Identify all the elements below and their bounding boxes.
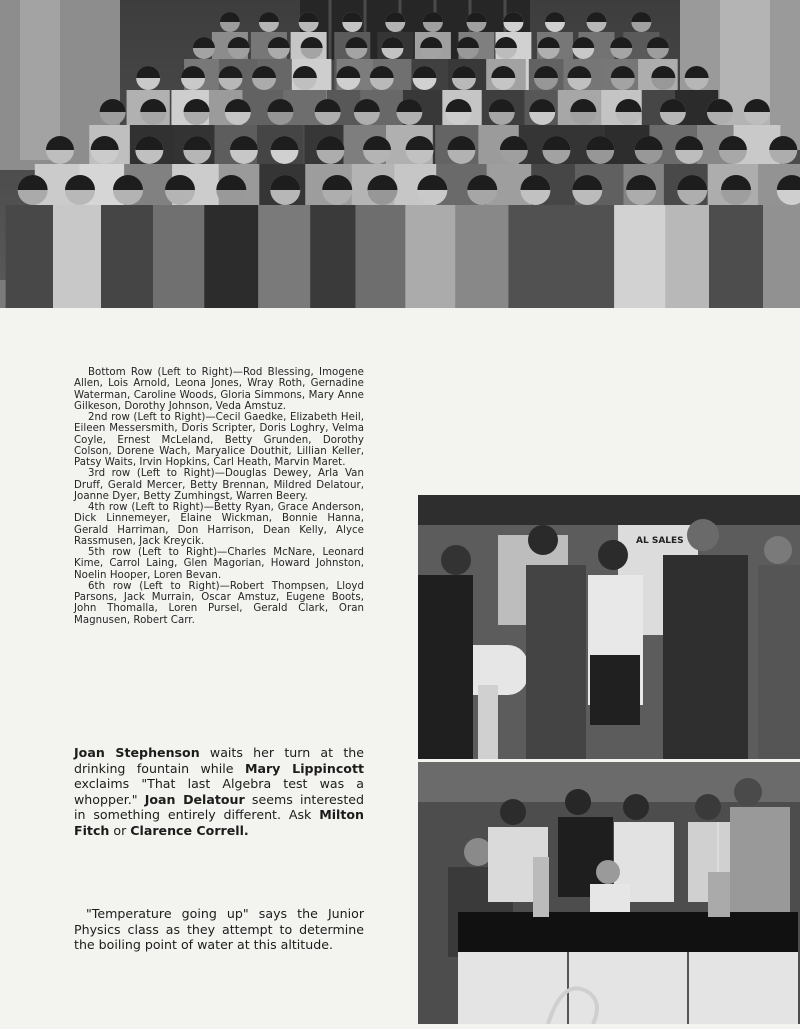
roster-row-4: 4th row (Left to Right)—Betty Ryan, Grace Anderson, Dick Linnemeyer, Elaine Wickman, Bonnie Hanna, Gerald Harriman, Don Harrison, Dean Kelly, Alyce Rassmusen, Jack Kreycik. — [74, 502, 364, 547]
roster-row-5: 5th row (Left to Right)—Charles McNare, Leonard Kime, Carrol Laing, Glen Magorian, Howard Johnston, Noelin Hooper, Loren Bevan. — [74, 547, 364, 581]
physics-class-photo — [418, 762, 800, 1024]
roster-row-bottom: Bottom Row (Left to Right)—Rod Blessing, Imogene Allen, Lois Arnold, Leona Jones, Wray Roth, Gernadine Waterman, Caroline Woods, Gloria Simmons, Mary Anne Gilkeson, Dorothy Johnson, Veda Amstuz. — [74, 367, 364, 412]
caption-text: exclaims "That last Algebra test was a whopper." — [74, 776, 364, 807]
physics-class-illustration — [418, 762, 800, 1024]
poster-label: AL SALES — [636, 536, 684, 546]
caption-name: Mary Lippincott — [244, 760, 364, 776]
caption-name: Milton Fitch — [74, 807, 364, 838]
class-group-photo — [0, 0, 800, 308]
roster-row-6: 6th row (Left to Right)—Robert Thompsen, Lloyd Parsons, Jack Murrain, Oscar Amstuz, Eugene Boots, John Thomalla, Loren Pursel, Gerald Clark, Oran Magnusen, Robert Carr. — [74, 580, 364, 626]
class-roster — [74, 367, 364, 626]
class-group-photo-illustration — [0, 0, 800, 308]
drinking-fountain-photo — [418, 495, 800, 759]
physics-caption: "Temperature going up" says the Junior Physics class as they attempt to determine the boiling point of water at this altitude. — [74, 906, 364, 953]
caption-text: seems interested in something entirely different. Ask — [74, 791, 365, 823]
fountain-caption — [74, 745, 364, 839]
drinking-fountain-illustration — [418, 495, 800, 759]
caption-name: Joan Delatour — [144, 791, 245, 807]
roster-row-3: 3rd row (Left to Right)—Douglas Dewey, Arla Van Druff, Gerald Mercer, Betty Brennan, Mildred Delatour, Joanne Dyer, Betty Zumhingst, Warren Beery. — [74, 468, 364, 502]
caption-name: Joan Stephenson — [74, 745, 200, 760]
caption-text: or — [109, 822, 131, 838]
roster-row-2: 2nd row (Left to Right)—Cecil Gaedke, Elizabeth Heil, Eileen Messersmith, Doris Scripter, Doris Loghry, Velma Coyle, Ernest McLeland, Betty Grunden, Dorothy Colson, Dorene Wach, Maryalice Douthit, Lillian Keller, Patsy Waits, Irvin Hopkins, Carl Heath, Marvin Maret. — [74, 412, 364, 468]
caption-name: Clarence Correll. — [130, 822, 249, 838]
caption-text: waits her turn at the drinking fountain while — [74, 745, 365, 776]
